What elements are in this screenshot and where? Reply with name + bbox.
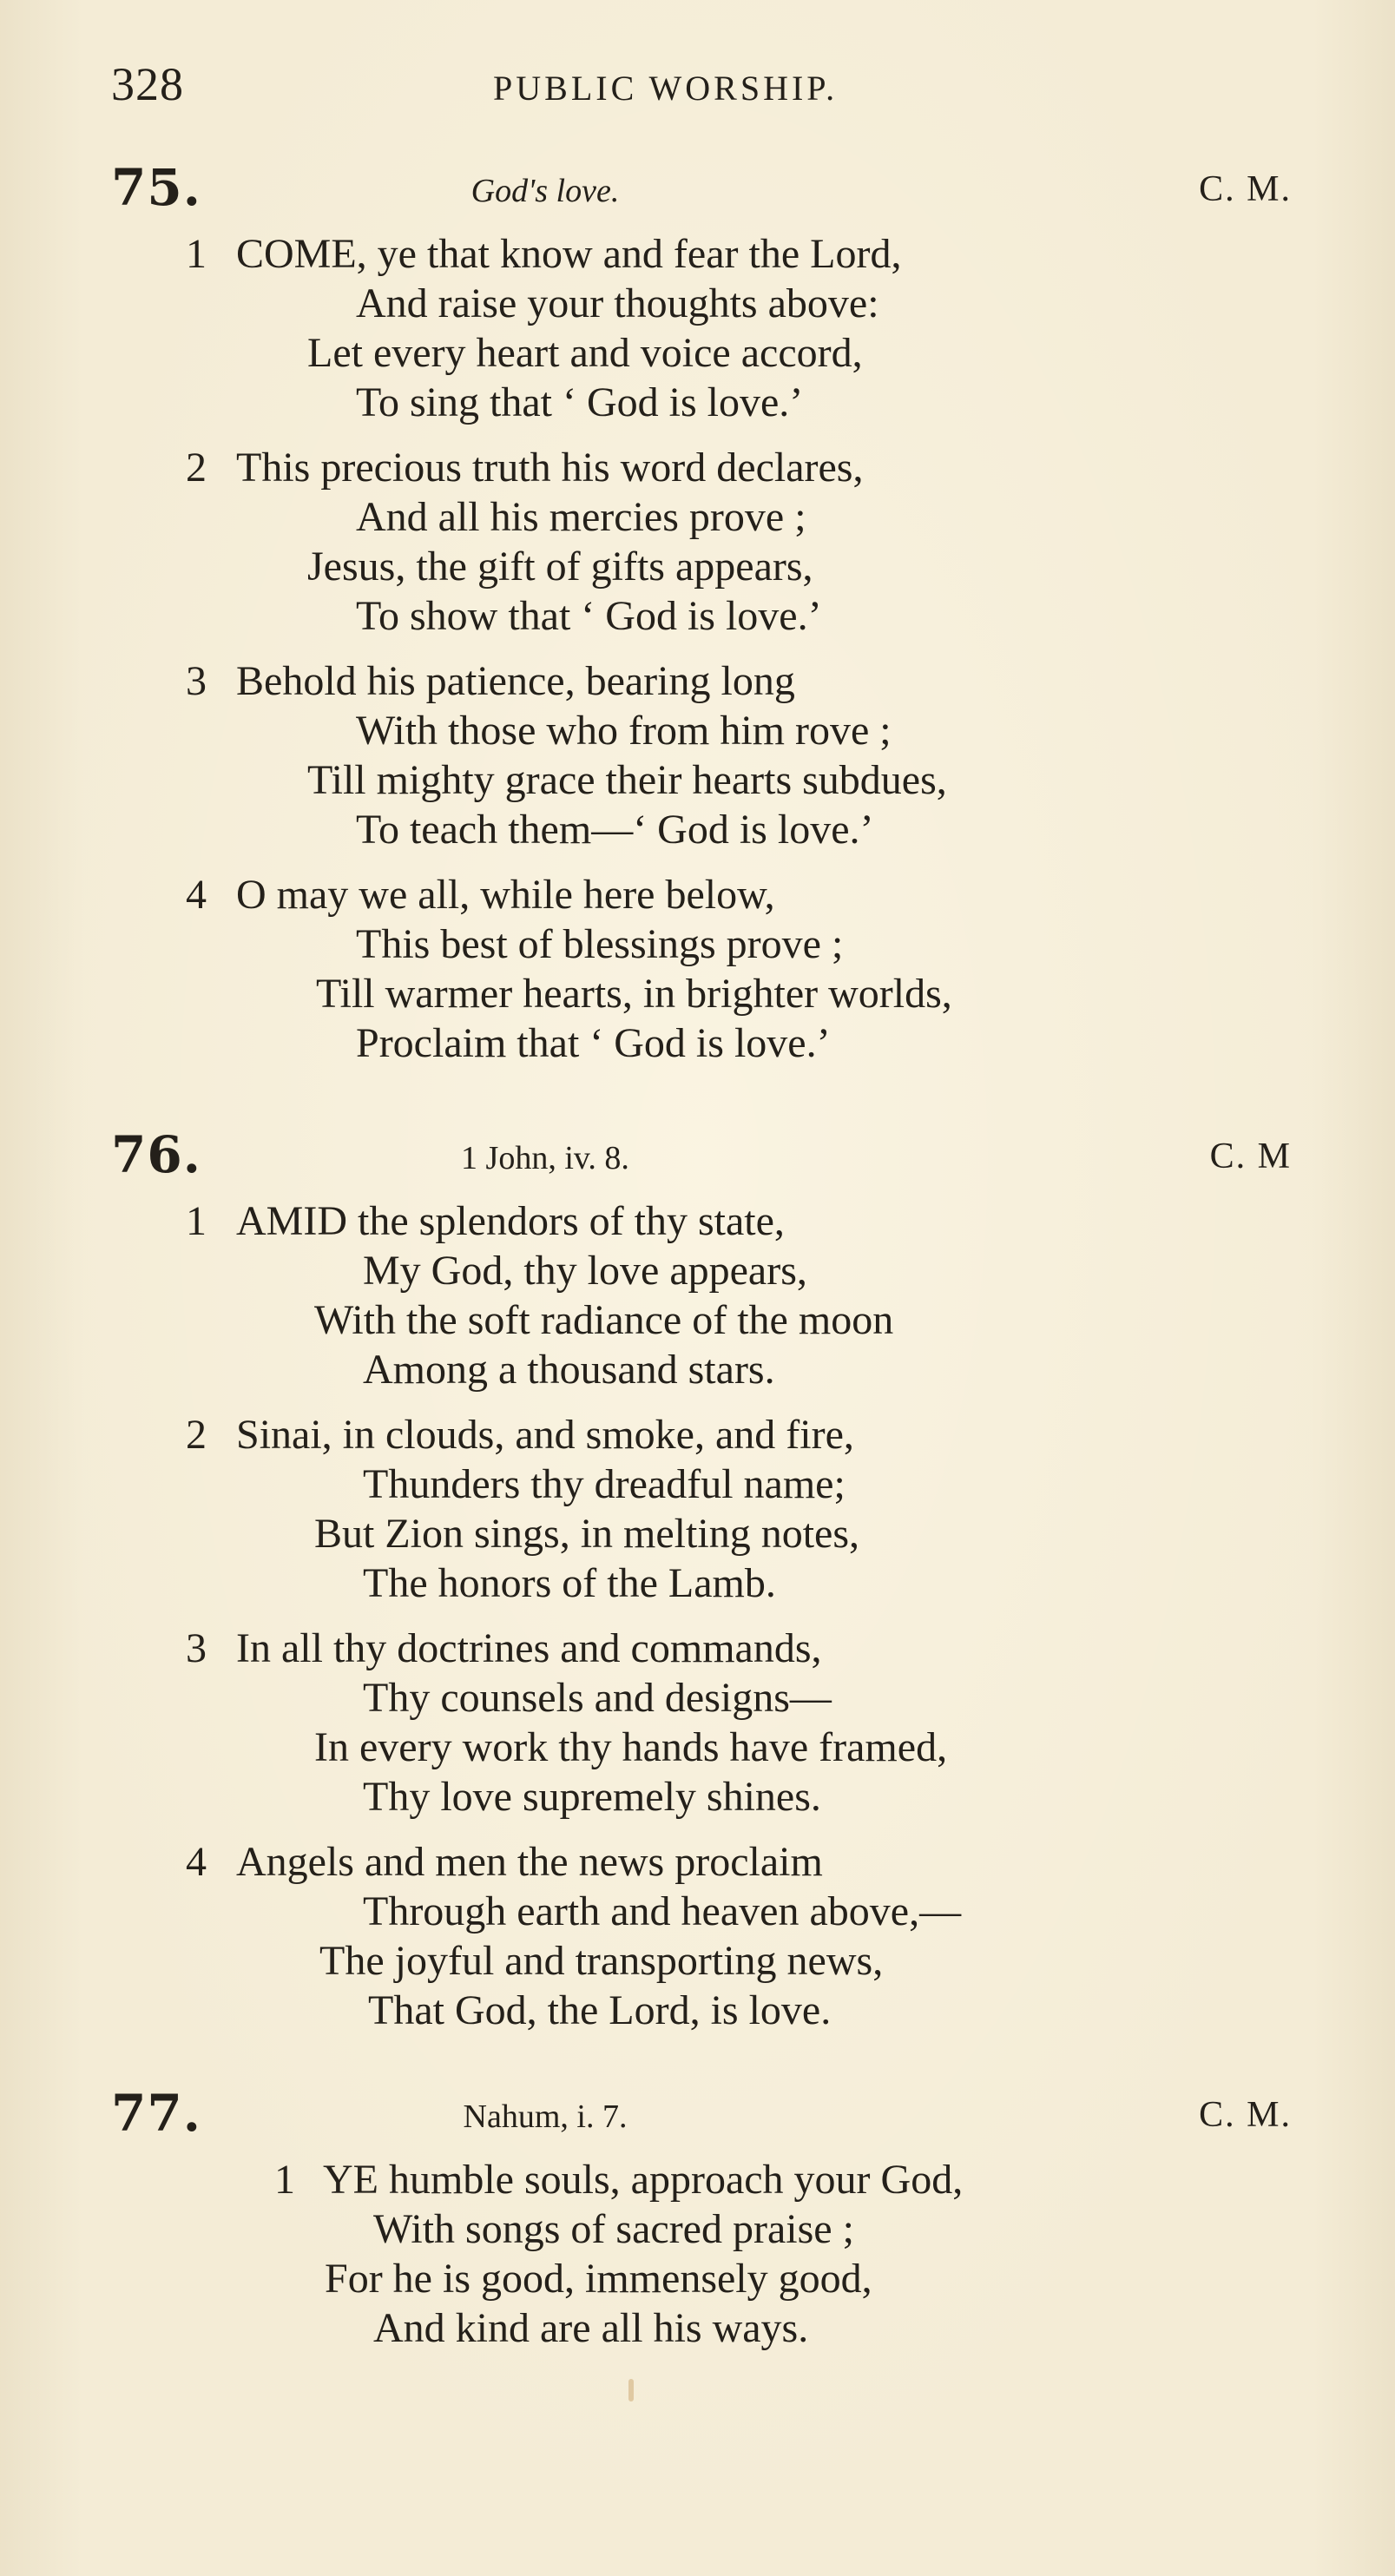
verse-text: This precious truth his word declares,: [236, 445, 864, 491]
verse-line: To sing that ‘ God is love.’: [356, 379, 804, 425]
verse-line: With songs of sacred praise ;: [373, 2206, 854, 2252]
stanza-number: 2: [186, 1412, 207, 1458]
stanza: [111, 656, 1292, 854]
stanza-number: 1: [186, 231, 207, 277]
verse-line: My God, thy love appears,: [363, 1248, 807, 1294]
hymn-meter: C. M.: [1199, 2095, 1292, 2135]
verse-text: O may we all, while here below,: [236, 872, 775, 918]
hymn-subject: 1 John, iv. 8.: [461, 1140, 629, 1176]
hymn-number: 77.: [111, 2084, 201, 2143]
verse-line: [111, 1624, 1292, 1673]
stanza-number: 1: [274, 2157, 295, 2203]
verse-line: Among a thousand stars.: [363, 1347, 775, 1393]
stanza-number: 3: [186, 1625, 207, 1671]
verse-line: The joyful and transporting news,: [319, 1938, 884, 1984]
verse-line: Through earth and heaven above,—: [363, 1888, 962, 1934]
verse-line: [111, 1837, 1292, 1887]
verse-text: AMID the splendors of thy state,: [236, 1198, 785, 1244]
stanza-number: 4: [186, 1839, 207, 1885]
verse-line: Proclaim that ‘ God is love.’: [356, 1020, 831, 1066]
page-number: 328: [111, 58, 184, 110]
verse-line: To show that ‘ God is love.’: [356, 593, 822, 639]
verse-line: Till mighty grace their hearts subdues,: [307, 757, 947, 803]
verse-line: With those who from him rove ;: [356, 708, 892, 754]
verse-line: [111, 1410, 1292, 1459]
hymn-number: 76.: [111, 1125, 201, 1184]
verse-line: [111, 656, 1292, 706]
hymn-header: [111, 1125, 1292, 1184]
stanza: [111, 2155, 1292, 2353]
verse-line: [111, 870, 1292, 919]
verse-line: To teach them—‘ God is love.’: [356, 807, 874, 853]
verse-text: Sinai, in clouds, and smoke, and fire,: [236, 1412, 854, 1458]
hymn-subject: Nahum, i. 7.: [463, 2098, 628, 2135]
verse-text: Behold his patience, bearing long: [236, 658, 795, 704]
running-head: [111, 57, 1283, 109]
verse-line: This best of blessings prove ;: [356, 921, 844, 967]
stanza: [111, 443, 1292, 641]
verse-line: Thy love supremely shines.: [363, 1774, 821, 1820]
verse-line: Jesus, the gift of gifts appears,: [307, 544, 813, 590]
stanza: [111, 229, 1292, 427]
page-title: PUBLIC WORSHIP.: [493, 69, 839, 108]
verse-text: Angels and men the news proclaim: [236, 1839, 823, 1885]
stanza: [111, 1624, 1292, 1822]
verse-line: [111, 443, 1292, 492]
verse-line: Let every heart and voice accord,: [307, 330, 863, 376]
verse-line: Thunders thy dreadful name;: [363, 1461, 846, 1507]
verse-line: In every work thy hands have framed,: [314, 1724, 948, 1770]
stanza-number: 1: [186, 1198, 207, 1244]
stanza: [111, 1410, 1292, 1608]
ink-mark: [628, 2379, 634, 2401]
verse-line: Till warmer hearts, in brighter worlds,: [316, 971, 952, 1017]
stanza-number: 3: [186, 658, 207, 704]
verse-text: COME, ye that know and fear the Lord,: [236, 231, 902, 277]
stanza: [111, 1196, 1292, 1394]
verse-line: [111, 2155, 1292, 2204]
verse-line: For he is good, immensely good,: [325, 2256, 872, 2302]
verse-line: [111, 1196, 1292, 1246]
hymn-header: [111, 158, 1292, 217]
verse-text: YE humble souls, approach your God,: [323, 2157, 964, 2203]
verse-line: With the soft radiance of the moon: [314, 1297, 894, 1343]
stanza-number: 4: [186, 872, 207, 918]
stanza: [111, 870, 1292, 1068]
hymn-meter: C. M: [1209, 1136, 1292, 1176]
stanza: [111, 1837, 1292, 2035]
verse-text: In all thy doctrines and commands,: [236, 1625, 822, 1671]
hymn-76: [111, 1125, 1292, 2035]
verse-line: But Zion sings, in melting notes,: [314, 1511, 860, 1557]
verse-line: Thy counsels and designs—: [363, 1675, 832, 1721]
verse-line: And raise your thoughts above:: [356, 280, 879, 326]
hymn-75: [111, 158, 1292, 1068]
hymn-header: [111, 2084, 1292, 2143]
hymn-77: [111, 2084, 1292, 2353]
hymn-meter: C. M.: [1199, 169, 1292, 209]
hymn-number: 75.: [111, 158, 201, 217]
stanza-number: 2: [186, 445, 207, 491]
verse-line: And all his mercies prove ;: [356, 494, 806, 540]
verse-line: That God, the Lord, is love.: [368, 1987, 832, 2033]
hymn-subject: God's love.: [470, 173, 620, 209]
verse-line: The honors of the Lamb.: [363, 1560, 776, 1606]
verse-line: [111, 229, 1292, 279]
verse-line: And kind are all his ways.: [373, 2305, 809, 2351]
